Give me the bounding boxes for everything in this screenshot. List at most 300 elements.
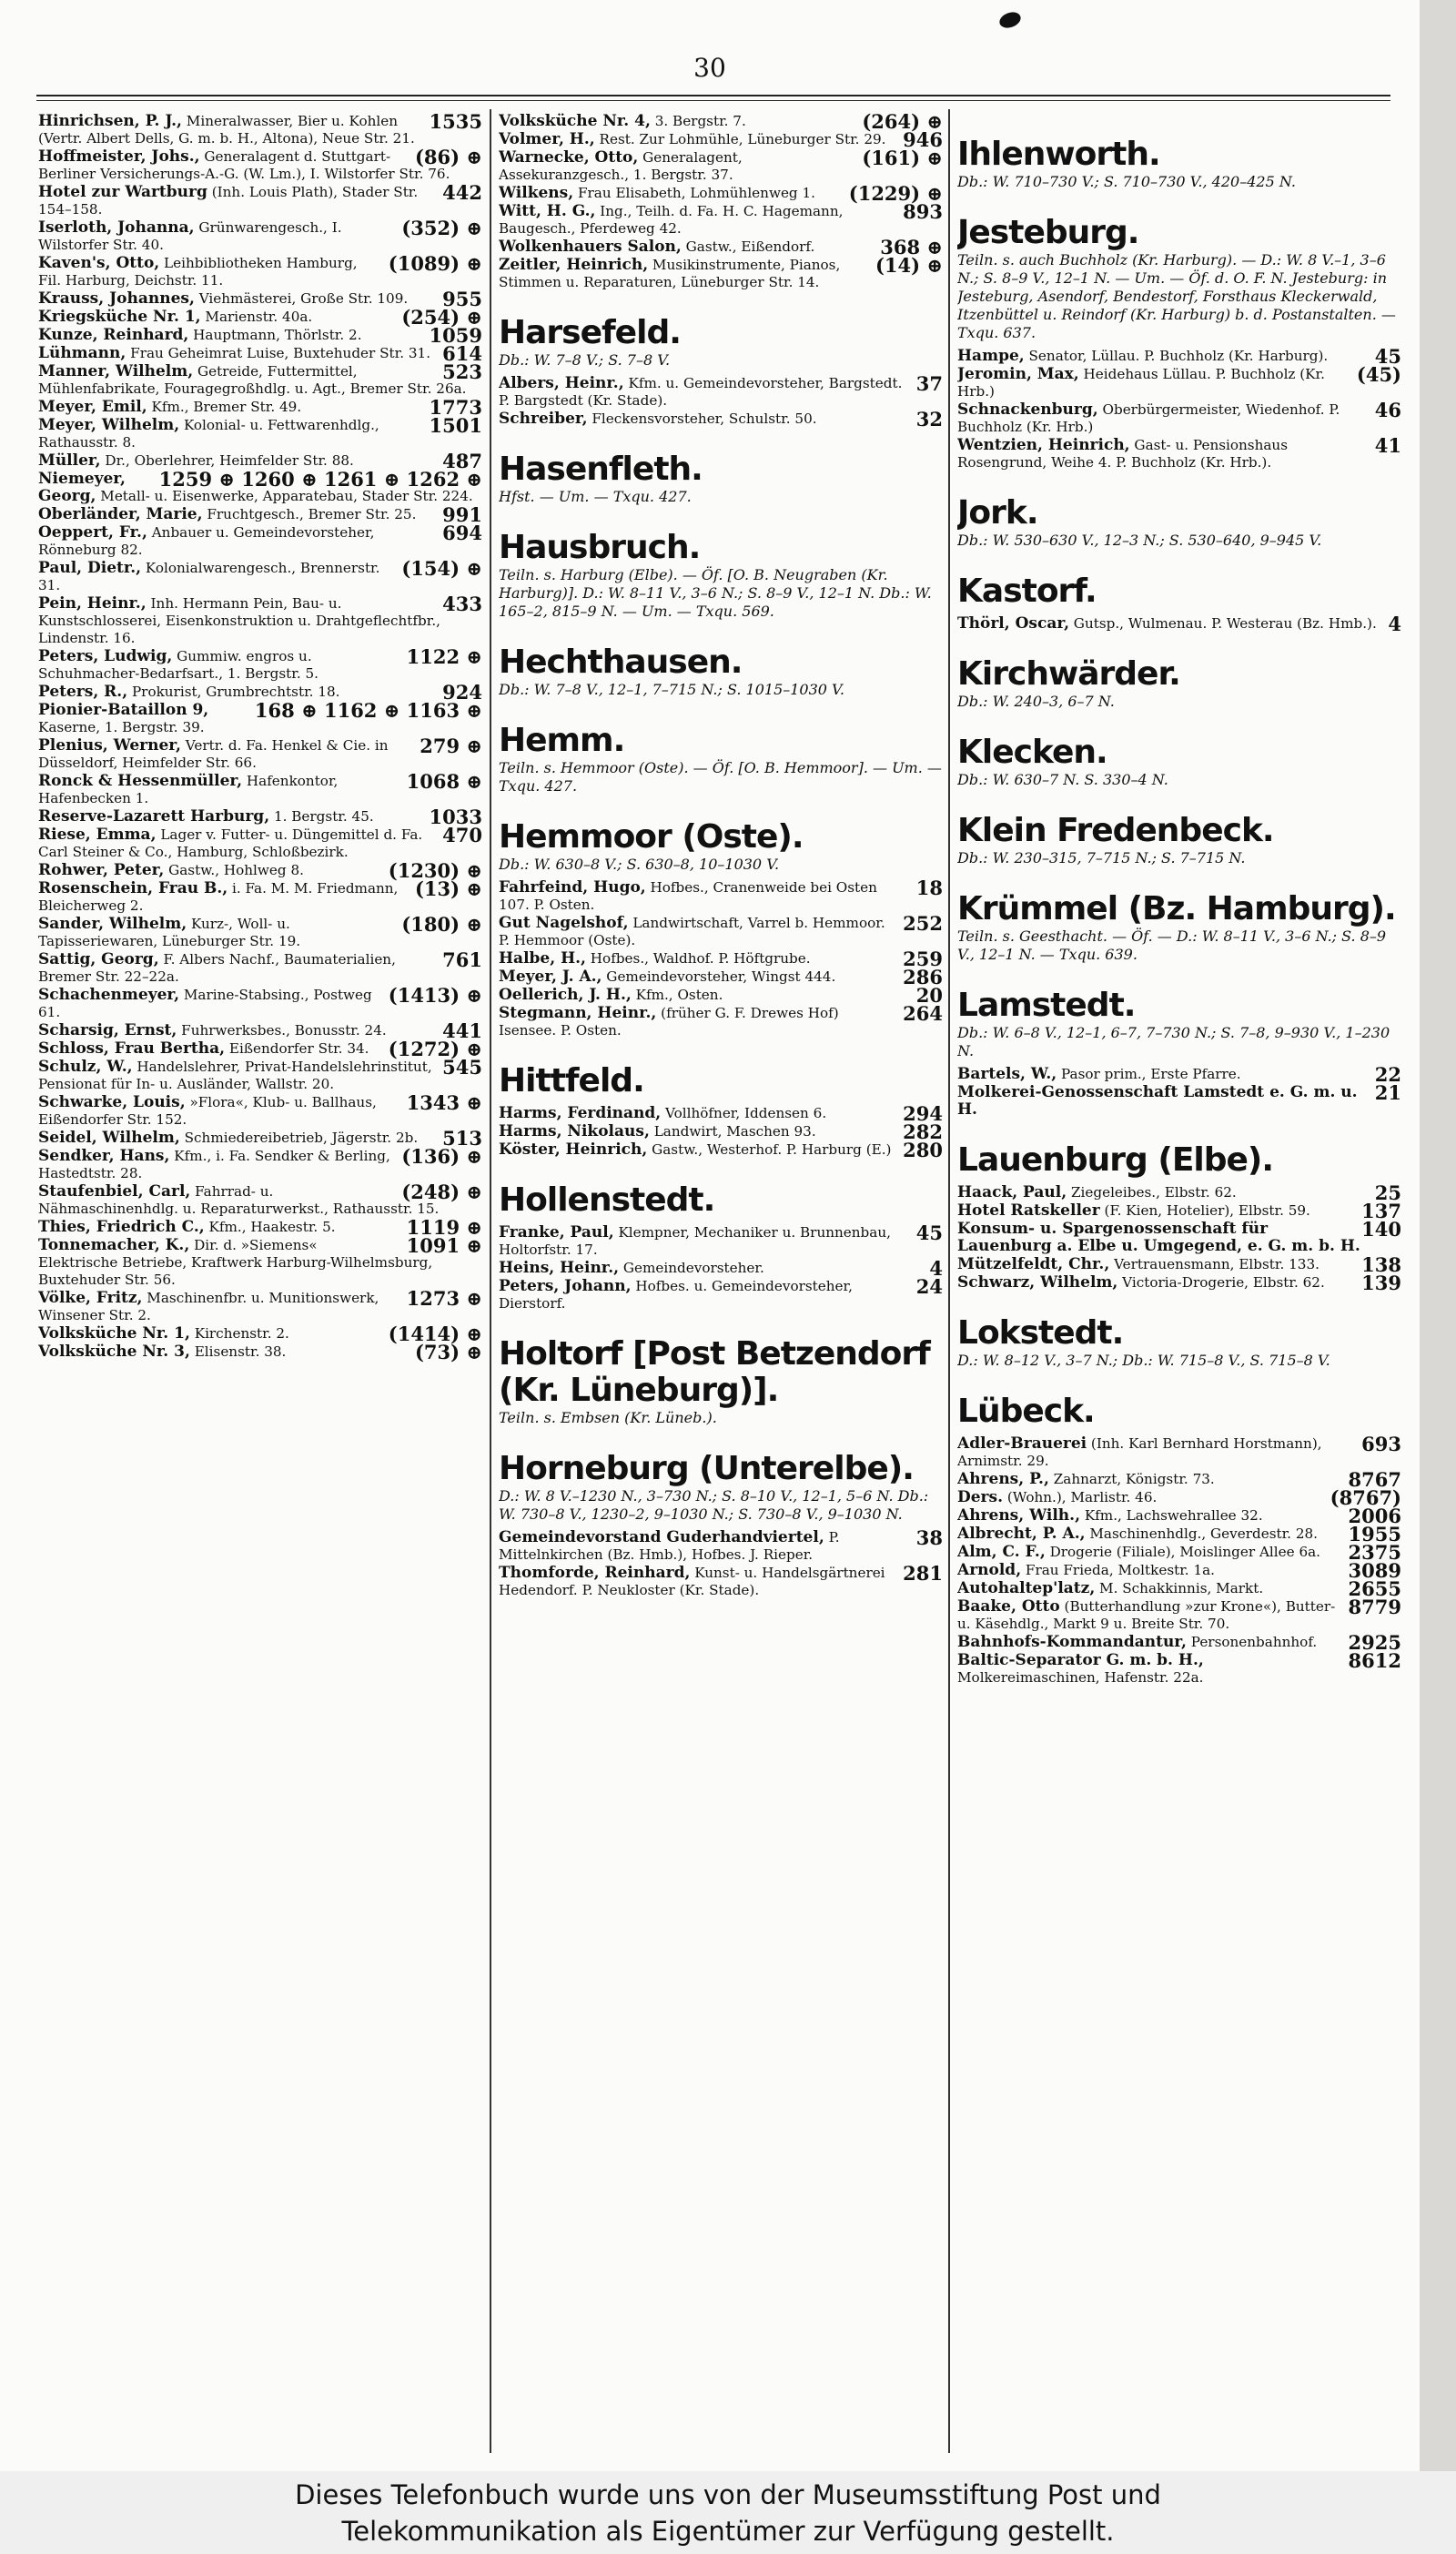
entry-name: Volksküche Nr. 4, — [499, 113, 651, 130]
entry-name: Meyer, Emil, — [38, 398, 147, 416]
place-name: Klecken. — [957, 734, 1107, 771]
entry-name: Wilkens, — [499, 184, 574, 202]
place-heading-block — [499, 315, 945, 370]
place-heading-block — [499, 819, 945, 874]
entry-details: Heidehaus Lüllau. P. Buchholz (Kr. Hrb.) — [957, 366, 1325, 400]
phone-number: 20 — [915, 984, 943, 1007]
place-name: Hollenstedt. — [499, 1181, 715, 1219]
directory-entry — [499, 1102, 945, 1125]
entry-details: Kfm., Osten. — [631, 987, 723, 1003]
entry-name: Thies, Friedrich C., — [38, 1218, 205, 1236]
phone-number: 38 — [915, 1526, 943, 1549]
phone-number: 37 — [915, 372, 943, 395]
entry-details: Metall- u. Eisenwerke, Apparatebau, Stader Str. 224. — [96, 488, 473, 504]
phone-number: 1122 ⊕ — [406, 645, 482, 668]
entry-details: Drogerie (Filiale), Moislinger Allee 6a. — [1045, 1544, 1320, 1560]
phone-number: 433 — [442, 593, 482, 615]
place-name: Hemmoor (Oste). — [499, 818, 804, 856]
entry-name: Molkerei-Genossenschaft Lamstedt e. G. m. u. H. — [957, 1083, 1358, 1119]
entry-name: Oberländer, Marie, — [38, 505, 203, 523]
place-service-info: D.: W. 8 V.–1230 N., 3–730 N.; S. 8–10 V., 12–1, 5–6 N. Db.: W. 730–8 V., 1230–2, 9–1030 N.; S. 730–8 V., 9–1030 N. — [499, 1487, 929, 1523]
place-name: Klein Fredenbeck. — [957, 812, 1274, 849]
phone-number: 8779 — [1348, 1596, 1401, 1618]
phone-number: 2925 — [1348, 1631, 1401, 1654]
entry-details: Gastw., Westerhof. P. Harburg (E.) — [647, 1141, 892, 1158]
entry-name: Gemeindevorstand Guderhandviertel, — [499, 1528, 824, 1546]
phone-number: 282 — [903, 1120, 943, 1143]
place-service-info: Db.: W. 630–7 N. S. 330–4 N. — [957, 771, 1168, 788]
directory-entry — [957, 1559, 1403, 1582]
phone-number: 140 — [1361, 1218, 1401, 1241]
entry-name: Meyer, Wilhelm, — [38, 416, 180, 434]
footer-line-2: Telekommunikation als Eigentümer zur Verfügung gestellt. — [341, 2516, 1115, 2547]
directory-entry — [38, 219, 484, 254]
entry-details: Marienstr. 40a. — [200, 309, 313, 325]
entry-name: Hotel zur Wartburg — [38, 183, 207, 201]
directory-entry — [38, 414, 484, 451]
phone-number: 1501 — [429, 414, 482, 437]
directory-entry — [957, 1541, 1403, 1564]
entry-name: Ronck & Hessenmüller, — [38, 772, 243, 790]
entry-name: Pionier-Bataillon 9, — [38, 701, 209, 719]
place-name: Ihlenworth. — [957, 136, 1160, 173]
directory-entry — [38, 113, 484, 147]
phone-number: 1119 ⊕ — [406, 1216, 482, 1239]
entry-name: Stegmann, Heinr., — [499, 1004, 657, 1022]
place-name: Holtorf [Post Betzendorf (Kr. Lüneburg)]. — [499, 1335, 930, 1409]
entry-name: Gut Nagelshof, — [499, 914, 629, 932]
entry-name: Scharsig, Ernst, — [38, 1021, 177, 1039]
entry-details: Hafenkontor, Hafenbecken 1. — [38, 773, 339, 806]
entry-details: Gummiw. engros u. Schuhmacher-Bedarfsart., 1. Bergstr. 5. — [38, 648, 318, 682]
place-heading-block — [957, 813, 1403, 867]
phone-number: 32 — [915, 408, 943, 431]
phone-number: (248) ⊕ — [401, 1181, 482, 1203]
directory-entry — [499, 912, 945, 949]
place-name: Harsefeld. — [499, 314, 681, 351]
entry-details: 3. Bergstr. 7. — [650, 113, 746, 129]
directory-entry — [38, 737, 484, 772]
phone-number: 1033 — [429, 806, 482, 828]
column-3 — [957, 113, 1403, 2458]
entry-name: Schnackenburg, — [957, 400, 1098, 419]
column-2 — [499, 113, 945, 2458]
phone-number: 139 — [1361, 1272, 1401, 1294]
directory-entry — [38, 324, 484, 347]
directory-entry — [957, 401, 1403, 436]
phone-number: (136) ⊕ — [401, 1145, 482, 1168]
phone-number: 4 — [929, 1257, 943, 1280]
phone-number: 470 — [442, 824, 482, 846]
place-service-info: Hfst. — Um. — Txqu. 427. — [499, 488, 692, 505]
place-name: Hechthausen. — [499, 644, 743, 681]
entry-name: Bartels, W., — [957, 1065, 1057, 1083]
phone-number: 513 — [442, 1127, 482, 1150]
entry-name: Mützelfeldt, Chr., — [957, 1255, 1110, 1273]
phone-number: 45 — [1374, 345, 1401, 368]
phone-number: (254) ⊕ — [401, 306, 482, 329]
directory-entry — [38, 148, 484, 183]
phone-number: 946 — [903, 128, 943, 151]
place-name: Lamstedt. — [957, 987, 1136, 1024]
phone-number: 893 — [903, 200, 943, 223]
phone-number: (1414) ⊕ — [388, 1323, 482, 1345]
entry-details: F. Albers Nachf., Baumaterialien, Bremer Str. 22–22a. — [38, 951, 396, 985]
place-service-info: Db.: W. 530–630 V., 12–3 N.; S. 530–640, 9–945 V. — [957, 532, 1322, 549]
entry-name: Haack, Paul, — [957, 1183, 1067, 1201]
phone-number: (1413) ⊕ — [388, 984, 482, 1007]
entry-details: (früher G. F. Drewes Hof) Isensee. P. Osten. — [499, 1005, 839, 1039]
phone-number: 761 — [442, 948, 482, 971]
entry-details: Landwirt, Maschen 93. — [649, 1123, 816, 1140]
entry-details: Personenbahnhof. — [1186, 1634, 1318, 1650]
directory-entry — [957, 1063, 1403, 1086]
phone-number: 8767 — [1348, 1468, 1401, 1491]
entry-details: Frau Frieda, Moltkestr. 1a. — [1021, 1562, 1216, 1578]
entry-details: Generalagent d. Stuttgart-Berliner Versicherungs-A.-G. (W. Lm.), I. Wilstorfer Str. 76. — [38, 148, 450, 182]
entry-name: Plenius, Werner, — [38, 736, 181, 755]
entry-details: (Wohn.), Marlistr. 46. — [1003, 1489, 1158, 1505]
phone-number: 21 — [1374, 1081, 1401, 1104]
directory-entry — [499, 1002, 945, 1039]
directory-entry — [38, 699, 484, 736]
entry-details: (Butterhandlung »zur Krone«), Butter- u. Käsehdlg., Markt 9 u. Breite Str. 70. — [957, 1598, 1336, 1632]
entry-name: Ders. — [957, 1488, 1004, 1506]
entry-details: Generalagent, Assekuranzgesch., 1. Bergstr. 37. — [499, 149, 743, 183]
phone-number: 138 — [1361, 1253, 1401, 1276]
entry-name: Harms, Ferdinand, — [499, 1104, 662, 1122]
phone-number: 294 — [903, 1102, 943, 1125]
place-service-info: D.: W. 8–12 V., 3–7 N.; Db.: W. 715–8 V., S. 715–8 V. — [957, 1352, 1330, 1369]
directory-entry — [38, 468, 484, 505]
entry-details: Mineralwasser, Bier u. Kohlen (Vertr. Albert Dells, G. m. b. H., Altona), Neue Str. 21. — [38, 113, 415, 147]
directory-entry — [499, 879, 945, 914]
place-heading-block — [957, 215, 1403, 342]
phone-number: 693 — [1361, 1433, 1401, 1455]
entry-details: Vertr. d. Fa. Henkel & Cie. in Düsseldorf, Heimfelder Str. 66. — [38, 737, 389, 771]
directory-entry — [499, 1526, 945, 1564]
place-name: Krümmel (Bz. Hamburg). — [957, 890, 1396, 927]
place-name: Hasenfleth. — [499, 451, 703, 488]
entry-details: Zahnarzt, Königstr. 73. — [1048, 1471, 1215, 1487]
entry-name: Rohwer, Peter, — [38, 861, 165, 879]
phone-number: 1773 — [429, 396, 482, 419]
entry-details: (Inh. Louis Plath), Stader Str. 154–158. — [38, 184, 419, 218]
directory-entry — [38, 984, 484, 1021]
place-heading-block — [499, 723, 945, 796]
place-service-info: Db.: W. 7–8 V., 12–1, 7–715 N.; S. 1015–1030 V. — [499, 681, 844, 698]
entry-details: Gutsp., Wulmenau. P. Westerau (Bz. Hmb.). — [1068, 615, 1377, 632]
phone-number: (8767) — [1330, 1486, 1401, 1509]
phone-number: (1230) ⊕ — [388, 859, 482, 882]
entry-name: Peters, Ludwig, — [38, 647, 173, 665]
entry-details: i. Fa. M. M. Friedmann, Bleicherweg 2. — [38, 880, 399, 914]
directory-entry — [499, 372, 945, 410]
directory-entry — [957, 434, 1403, 471]
phone-number: 2655 — [1348, 1577, 1401, 1600]
phone-number: 8612 — [1348, 1649, 1401, 1672]
entry-name: Volksküche Nr. 3, — [38, 1343, 190, 1361]
directory-entry — [957, 1523, 1403, 1546]
entry-name: Rosenschein, Frau B., — [38, 879, 228, 897]
place-name: Kastorf. — [957, 573, 1097, 610]
entry-name: Volmer, H., — [499, 130, 595, 148]
entry-details: Gemeindevorsteher, Wingst 444. — [602, 968, 836, 985]
entry-name: Konsum- u. Spargenossenschaft für Lauenburg a. Elbe u. Umgegend, e. G. m. b. H. — [957, 1220, 1360, 1255]
directory-entry — [38, 1091, 484, 1129]
place-heading-block — [499, 1182, 945, 1219]
entry-details: 1. Bergstr. 45. — [269, 808, 374, 825]
directory-entry — [38, 1234, 484, 1289]
phone-number: (1229) ⊕ — [848, 182, 943, 205]
entry-details: Kfm., Lachswehrallee 32. — [1080, 1507, 1263, 1524]
entry-name: Staufenbiel, Carl, — [38, 1182, 191, 1201]
footer-notice — [0, 2471, 1456, 2554]
phone-number: (45) — [1356, 363, 1401, 386]
entry-name: Lühmann, — [38, 344, 126, 362]
phone-number: 41 — [1374, 434, 1401, 457]
phone-number: (13) ⊕ — [414, 877, 482, 900]
directory-entry — [957, 1274, 1403, 1292]
phone-number: 4 — [1388, 613, 1401, 635]
entry-details: Eißendorfer Str. 34. — [225, 1040, 369, 1057]
directory-entry — [38, 557, 484, 594]
entry-name: Oeppert, Fr., — [38, 523, 147, 542]
place-heading-block — [957, 1142, 1403, 1179]
entry-name: Hotel Ratskeller — [957, 1201, 1100, 1220]
entry-details: Dr., Oberlehrer, Heimfelder Str. 88. — [100, 452, 354, 469]
directory-entry — [38, 877, 484, 915]
entry-name: Tonnemacher, K., — [38, 1236, 190, 1254]
directory-entry — [957, 1253, 1403, 1276]
place-heading-block — [499, 1063, 945, 1100]
place-service-info: Db.: W. 230–315, 7–715 N.; S. 7–715 N. — [957, 849, 1246, 867]
entry-details: Kurz-, Woll- u. Tapisseriewaren, Lüneburger Str. 19. — [38, 916, 301, 949]
directory-entry — [38, 826, 484, 861]
directory-entry — [957, 1181, 1403, 1204]
entry-details: Dir. d. »Siemens« Elektrische Betriebe, Kraftwerk Harburg-Wilhelmsburg, Buxtehuder Str. 56. — [38, 1237, 433, 1288]
entry-details: Viehmästerei, Große Str. 109. — [194, 290, 409, 307]
phone-number: 259 — [903, 948, 943, 970]
entry-details: Frau Elisabeth, Lohmühlenweg 1. — [573, 185, 815, 201]
directory-entry — [499, 1275, 945, 1312]
entry-name: Pein, Heinr., — [38, 594, 147, 613]
entry-details: Senator, Lüllau. P. Buchholz (Kr. Harburg). — [1024, 348, 1329, 364]
entry-name: Hoffmeister, Johs., — [38, 147, 200, 166]
directory-entry — [957, 1631, 1403, 1654]
place-name: Lokstedt. — [957, 1314, 1124, 1352]
entry-name: Müller, — [38, 451, 101, 470]
directory-entry — [38, 396, 484, 419]
entry-name: Autohaltep'latz, — [957, 1579, 1096, 1597]
phone-number: 955 — [442, 288, 482, 310]
entry-name: Kunze, Reinhard, — [38, 326, 189, 344]
entry-details: Hofbes. u. Gemeindevorsteher, Dierstorf. — [499, 1278, 853, 1312]
phone-number: 281 — [903, 1562, 943, 1585]
entry-name: Sander, Wilhelm, — [38, 915, 187, 933]
entry-name: Bahnhofs-Kommandantur, — [957, 1633, 1187, 1651]
directory-entry — [499, 984, 945, 1007]
place-name: Jesteburg. — [957, 214, 1139, 251]
entry-details: Fruchtgesch., Bremer Str. 25. — [202, 506, 417, 522]
entry-name: Schloss, Frau Bertha, — [38, 1039, 226, 1058]
entry-details: Vertrauensmann, Elbstr. 133. — [1109, 1256, 1320, 1272]
phone-number: (1272) ⊕ — [388, 1038, 482, 1060]
directory-entry — [957, 345, 1403, 368]
directory-entry — [38, 913, 484, 950]
entry-details: Maschinenfbr. u. Munitionswerk, Winsener Str. 2. — [38, 1290, 379, 1323]
directory-entry — [38, 360, 484, 398]
entry-details: Klempner, Mechaniker u. Brunnenbau, Holtorfstr. 17. — [499, 1224, 891, 1258]
entry-name: Völke, Fritz, — [38, 1289, 143, 1307]
directory-entry — [38, 1040, 484, 1058]
entry-name: Riese, Emma, — [38, 826, 157, 844]
entry-details: (F. Kien, Hotelier), Elbstr. 59. — [1099, 1202, 1310, 1219]
entry-details: Victoria-Drogerie, Elbstr. 62. — [1117, 1274, 1325, 1291]
entry-name: Kriegsküche Nr. 1, — [38, 308, 201, 326]
place-service-info: Teiln. s. Hemmoor (Oste). — Öf. [O. B. Hemmoor]. — Um. — Txqu. 427. — [499, 759, 942, 795]
entry-name: Alm, C. F., — [957, 1543, 1046, 1561]
entry-name: Manner, Wilhelm, — [38, 362, 194, 380]
phone-number: 1068 ⊕ — [406, 770, 482, 793]
place-name: Hittfeld. — [499, 1062, 644, 1100]
phone-number: 252 — [903, 912, 943, 935]
directory-entry — [499, 200, 945, 238]
directory-entry — [499, 408, 945, 431]
directory-entry — [957, 1649, 1403, 1687]
entry-name: Warnecke, Otto, — [499, 148, 639, 167]
entry-details: Pasor prim., Erste Pfarre. — [1057, 1066, 1241, 1082]
directory-entry — [38, 1183, 484, 1218]
place-service-info: Db.: W. 7–8 V.; S. 7–8 V. — [499, 351, 671, 369]
entry-details: Fuhrwerksbes., Bonusstr. 24. — [177, 1022, 387, 1039]
entry-details: P. Mittelnkirchen (Bz. Hmb.), Hofbes. J. Rieper. — [499, 1529, 840, 1563]
phone-number: 286 — [903, 966, 943, 988]
entry-name: Arnold, — [957, 1561, 1022, 1579]
place-heading-block — [957, 1315, 1403, 1370]
entry-details: Kirchenstr. 2. — [189, 1325, 289, 1342]
entry-details: Kfm., Bremer Str. 49. — [147, 399, 302, 415]
place-name: Jork. — [957, 494, 1038, 532]
entry-details: Gast- u. Pensionshaus Rosengrund, Weihe 4. P. Buchholz (Kr. Hrb.). — [957, 437, 1289, 471]
entry-name: Thörl, Oscar, — [957, 614, 1069, 633]
column-divider — [948, 109, 950, 2453]
entry-details: Musikinstrumente, Pianos, Stimmen u. Reparaturen, Lüneburger Str. 14. — [499, 257, 841, 290]
directory-entry — [499, 1221, 945, 1259]
entry-details: Lager v. Futter- u. Düngemittel d. Fa. Carl Steiner & Co., Hamburg, Schloßbezirk. — [38, 826, 423, 860]
directory-entry — [957, 363, 1403, 400]
entry-name: Köster, Heinrich, — [499, 1140, 648, 1159]
phone-number: 1343 ⊕ — [406, 1091, 482, 1114]
directory-entry — [38, 181, 484, 218]
header-rule — [36, 95, 1390, 96]
phone-number: 523 — [442, 360, 482, 383]
entry-name: Iserloth, Johanna, — [38, 218, 195, 237]
entry-name: Paul, Dietr., — [38, 559, 142, 577]
phone-number: (14) ⊕ — [875, 254, 943, 277]
entry-name: Halbe, H., — [499, 949, 586, 968]
directory-entry — [957, 1202, 1403, 1220]
ink-blot — [997, 9, 1023, 30]
phone-number: 614 — [442, 342, 482, 365]
entry-name: Peters, R., — [38, 683, 128, 701]
directory-entry — [499, 113, 945, 133]
entry-name: Sendker, Hans, — [38, 1147, 170, 1165]
place-name: Hemm. — [499, 722, 625, 759]
phone-number: 2006 — [1348, 1505, 1401, 1527]
entry-details: Landwirtschaft, Varrel b. Hemmoor. P. Hemmoor (Oste). — [499, 915, 885, 948]
column-1 — [38, 113, 484, 2458]
phone-number: 1259 ⊕ 1260 ⊕ 1261 ⊕ 1262 ⊕ — [158, 468, 482, 491]
directory-entry — [38, 1287, 484, 1324]
directory-entry — [38, 948, 484, 986]
directory-entry — [957, 1507, 1403, 1525]
entry-details: Hofbes., Waldhof. P. Höftgrube. — [585, 950, 811, 967]
phone-number: (86) ⊕ — [414, 146, 482, 168]
entry-details: Schmiedereibetrieb, Jägerstr. 2b. — [179, 1130, 419, 1146]
phone-number: 487 — [442, 450, 482, 472]
phone-number: 1273 ⊕ — [406, 1287, 482, 1310]
place-heading-block — [957, 988, 1403, 1060]
place-heading-block — [957, 495, 1403, 550]
directory-entry — [499, 968, 945, 986]
entry-details: Kunst- u. Handelsgärtnerei Hedendorf. P. Neukloster (Kr. Stade). — [499, 1565, 885, 1598]
entry-name: Kaven's, Otto, — [38, 254, 160, 272]
directory-entry — [499, 182, 945, 205]
entry-name: Thomforde, Reinhard, — [499, 1564, 691, 1582]
entry-name: Schwarke, Louis, — [38, 1093, 186, 1111]
entry-name: Franke, Paul, — [499, 1223, 614, 1242]
directory-entry — [957, 1218, 1403, 1255]
directory-entry — [957, 1598, 1403, 1633]
entry-details: Fleckensvorsteher, Schulstr. 50. — [587, 410, 817, 427]
entry-name: Wentzien, Heinrich, — [957, 436, 1130, 454]
place-heading-block — [499, 451, 945, 506]
place-name: Lauenburg (Elbe). — [957, 1141, 1274, 1179]
header-rule-thin — [36, 100, 1390, 101]
place-heading-block — [499, 1336, 945, 1427]
entry-details: M. Schakkinnis, Markt. — [1095, 1580, 1264, 1596]
phone-number: (1089) ⊕ — [388, 252, 482, 275]
directory-entry — [957, 615, 1403, 633]
phone-number: 137 — [1361, 1200, 1401, 1222]
entry-name: Hampe, — [957, 347, 1025, 365]
place-service-info: Teiln. s. Embsen (Kr. Lüneb.). — [499, 1409, 717, 1426]
phone-number: 46 — [1374, 399, 1401, 421]
entry-name: Albers, Heinr., — [499, 374, 624, 392]
entry-details: (Inh. Karl Bernhard Horstmann), Arnimstr. 29. — [957, 1435, 1322, 1469]
place-name: Hausbruch. — [499, 529, 701, 566]
directory-entry — [38, 770, 484, 807]
directory-entry — [38, 342, 484, 365]
entry-name: Heins, Heinr., — [499, 1259, 620, 1277]
phone-number: 1955 — [1348, 1523, 1401, 1546]
page-number: 30 — [693, 53, 726, 83]
entry-details: Ziegeleibes., Elbstr. 62. — [1067, 1184, 1237, 1201]
entry-name: Baake, Otto — [957, 1597, 1060, 1616]
entry-details: Ing., Teilh. d. Fa. H. C. Hagemann, Baugesch., Pferdeweg 42. — [499, 203, 844, 237]
entry-name: Zeitler, Heinrich, — [499, 256, 649, 274]
entry-name: Hinrichsen, P. J., — [38, 113, 182, 130]
place-name: Kirchwärder. — [957, 655, 1180, 693]
phone-number: (352) ⊕ — [401, 217, 482, 239]
phone-number: 22 — [1374, 1063, 1401, 1086]
page-edge — [1420, 0, 1456, 2471]
phone-number: 924 — [442, 681, 482, 704]
place-name: Horneburg (Unterelbe). — [499, 1450, 914, 1487]
directory-entry — [38, 252, 484, 289]
directory-entry — [957, 1081, 1403, 1119]
